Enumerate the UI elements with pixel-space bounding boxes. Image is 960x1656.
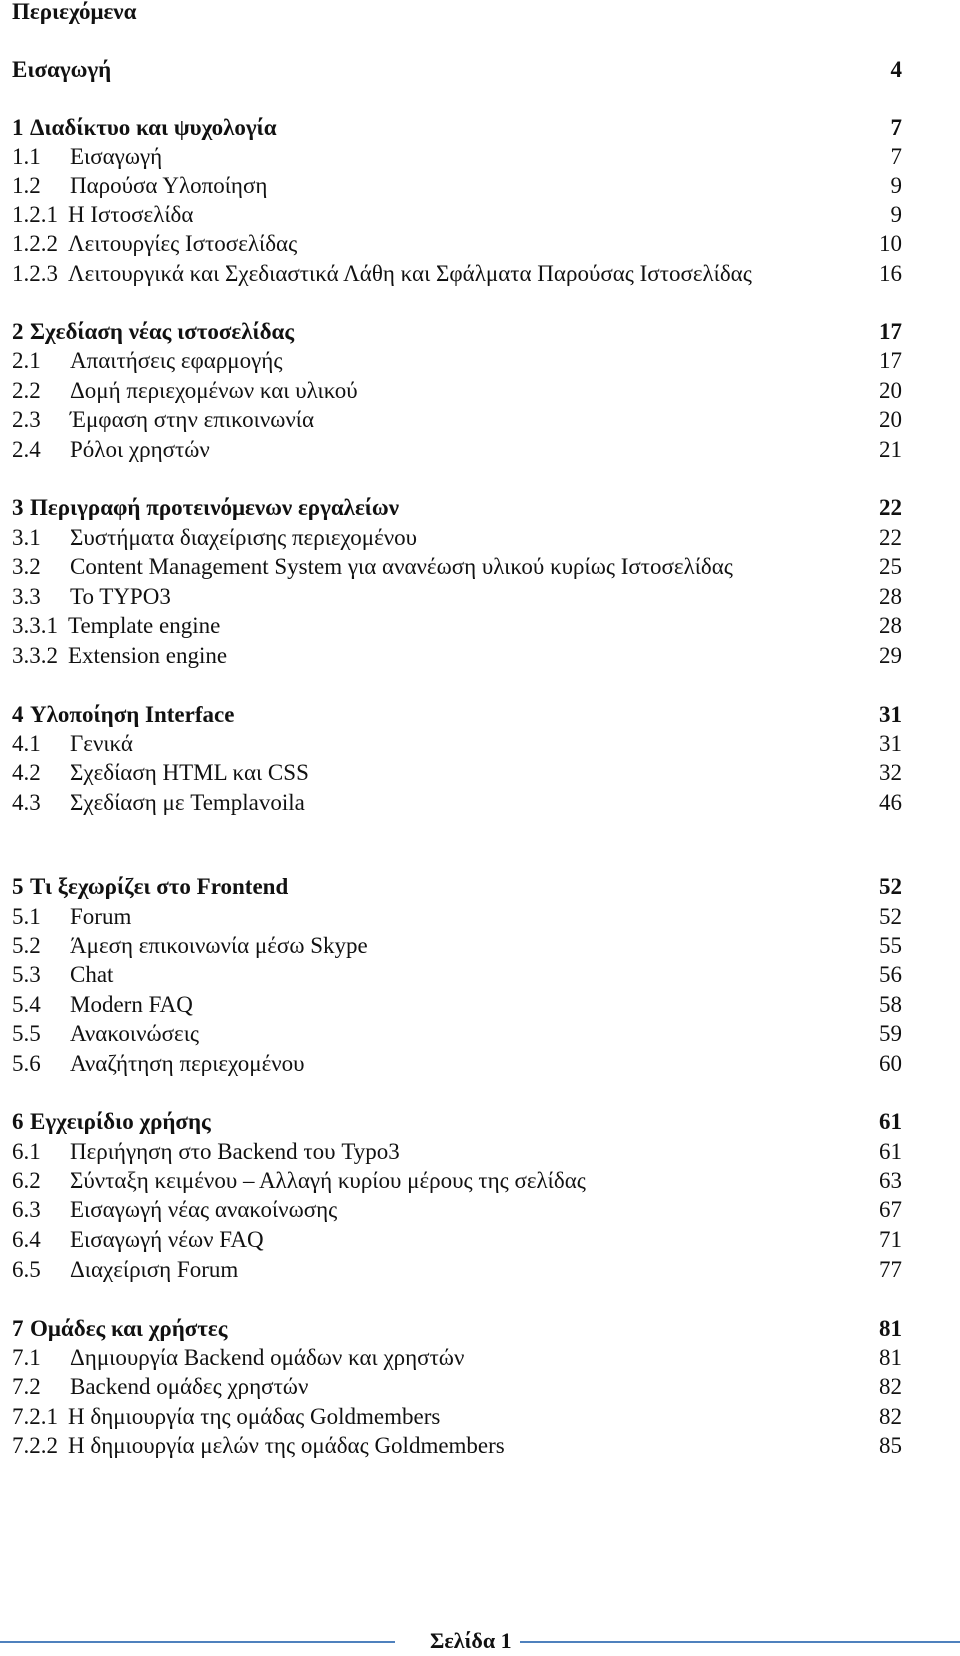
toc-entry-title: Συστήματα διαχείρισης περιεχομένου (70, 525, 418, 550)
toc-entry-number: 6.1 (12, 1139, 41, 1164)
toc-entry-title: Forum (70, 904, 132, 929)
toc-entry-number: 6.3 (12, 1197, 41, 1222)
toc-entry-number: 7.2.1 (12, 1404, 58, 1429)
toc-entry[interactable] (12, 611, 902, 641)
toc-entry-page: 7 (890, 115, 902, 140)
toc-entry-page: 63 (879, 1168, 902, 1193)
toc-entry-page: 61 (879, 1109, 902, 1134)
toc-entry[interactable] (12, 1137, 902, 1167)
toc-entry-number: 5.6 (12, 1051, 41, 1076)
toc-entry[interactable] (12, 1019, 902, 1049)
toc-entry-page: 81 (879, 1316, 902, 1341)
toc-entry-title: Ρόλοι χρηστών (70, 437, 210, 462)
toc-entry[interactable] (12, 582, 902, 612)
toc-entry-number: 1.2.3 (12, 261, 58, 286)
toc-entry-title: Περιγραφή προτεινόμενων εργαλείων (30, 495, 400, 520)
toc-entry-page: 20 (879, 378, 902, 403)
toc-entry[interactable] (12, 1402, 902, 1432)
toc-entry[interactable] (12, 1314, 902, 1344)
toc-entry-title: Σχεδίαση με Templavoila (70, 790, 305, 815)
toc-entry-number: 1.1 (12, 144, 41, 169)
toc-entry-page: 59 (879, 1021, 902, 1046)
toc-entry[interactable] (12, 376, 902, 406)
toc-entry-title: Ανακοινώσεις (70, 1021, 200, 1046)
toc-entry-title: Άμεση επικοινωνία μέσω Skype (70, 933, 368, 958)
toc-entry-page: 28 (879, 613, 902, 638)
toc-entry-title: Εισαγωγή νέας ανακοίνωσης (70, 1197, 338, 1222)
toc-entry-page: 16 (879, 261, 902, 286)
toc-entry-number: 5.2 (12, 933, 41, 958)
toc-entry-page: 77 (879, 1257, 902, 1282)
footer-rule-right (520, 1641, 960, 1643)
toc-entry-number: 6.4 (12, 1227, 41, 1252)
toc-entry-title: Περιήγηση στο Backend του Typo3 (70, 1139, 400, 1164)
toc-entry-title: To TYPO3 (70, 584, 171, 609)
toc-entry-page: 52 (879, 904, 902, 929)
toc-entry-title: Η Ιστοσελίδα (68, 202, 194, 227)
toc-entry-title: Εγχειρίδιο χρήσης (30, 1109, 211, 1134)
toc-entry-number: 6.2 (12, 1168, 41, 1193)
toc-entry[interactable] (12, 55, 902, 85)
toc-entry-page: 61 (879, 1139, 902, 1164)
toc-entry-number: 7.2.2 (12, 1433, 58, 1458)
toc-entry[interactable] (12, 523, 902, 553)
toc-entry-number: 3.2 (12, 554, 41, 579)
toc-entry-title: Απαιτήσεις εφαρμογής (70, 348, 283, 373)
toc-entry-page: 22 (879, 495, 902, 520)
toc-entry[interactable] (12, 700, 902, 730)
toc-entry-number: 4.2 (12, 760, 41, 785)
toc-entry-number: 2 (12, 319, 24, 344)
toc-entry[interactable] (12, 552, 902, 582)
toc-entry[interactable] (12, 1049, 902, 1079)
toc-entry-title: Chat (70, 962, 114, 987)
toc-entry-number: 3 (12, 495, 24, 520)
toc-entry[interactable] (12, 960, 902, 990)
toc-entry[interactable] (12, 1225, 902, 1255)
toc-entry[interactable] (12, 1343, 902, 1373)
toc-entry-page: 22 (879, 525, 902, 550)
toc-entry-page: 9 (890, 202, 902, 227)
toc-entry-page: 60 (879, 1051, 902, 1076)
toc-entry-page: 46 (879, 790, 902, 815)
toc-entry-page: 25 (879, 554, 902, 579)
toc-entry-number: 4.3 (12, 790, 41, 815)
footer-rule-left (0, 1641, 395, 1643)
toc-entry-number: 2.4 (12, 437, 41, 462)
toc-entry[interactable] (12, 142, 902, 172)
toc-entry-number: 6 (12, 1109, 24, 1134)
toc-entry-page: 17 (879, 348, 902, 373)
toc-entry-number: 1 (12, 115, 24, 140)
toc-entry[interactable] (12, 317, 902, 347)
toc-title: Περιεχόμενα (12, 0, 137, 24)
toc-entry-title: Δημιουργία Backend ομάδων και χρηστών (70, 1345, 465, 1370)
toc-entry[interactable] (12, 1255, 902, 1285)
toc-entry-number: Εισαγωγή (12, 57, 112, 82)
toc-entry[interactable] (12, 346, 902, 376)
toc-entry-title: Διαχείριση Forum (70, 1257, 239, 1282)
toc-entry-page: 4 (890, 57, 902, 82)
toc-entry-page: 31 (879, 731, 902, 756)
toc-entry-page: 21 (879, 437, 902, 462)
toc-entry[interactable] (12, 259, 902, 289)
toc-entry-title: Backend ομάδες χρηστών (70, 1374, 309, 1399)
toc-entry-title: Υλοποίηση Interface (30, 702, 235, 727)
toc-entry[interactable] (12, 872, 902, 902)
toc-entry-number: 1.2.2 (12, 231, 58, 256)
toc-entry[interactable] (12, 729, 902, 759)
toc-entry-title: Εισαγωγή (70, 144, 163, 169)
toc-entry-page: 9 (890, 173, 902, 198)
toc-entry-page: 20 (879, 407, 902, 432)
toc-entry-title: Σύνταξη κειμένου – Αλλαγή κυρίου μέρους της σελίδας (70, 1168, 586, 1193)
toc-entry[interactable] (12, 641, 902, 671)
toc-entry-number: 7 (12, 1316, 24, 1341)
toc-entry-number: 2.3 (12, 407, 41, 432)
toc-entry-page: 29 (879, 643, 902, 668)
toc-entry[interactable] (12, 1107, 902, 1137)
toc-entry-number: 7.1 (12, 1345, 41, 1370)
toc-entry-number: 1.2.1 (12, 202, 58, 227)
toc-entry-title: Εισαγωγή νέων FAQ (70, 1227, 264, 1252)
toc-entry-number: 5.4 (12, 992, 41, 1017)
toc-entry-number: 5.5 (12, 1021, 41, 1046)
toc-entry-number: 3.3.1 (12, 613, 58, 638)
toc-entry[interactable] (12, 931, 902, 961)
toc-entry-title: Σχεδίαση νέας ιστοσελίδας (30, 319, 295, 344)
toc-entry-page: 17 (879, 319, 902, 344)
toc-entry-title: Αναζήτηση περιεχομένου (70, 1051, 305, 1076)
toc-entry-page: 85 (879, 1433, 902, 1458)
toc-entry-title: Έμφαση στην επικοινωνία (70, 407, 315, 432)
toc-entry-number: 2.2 (12, 378, 41, 403)
toc-entry[interactable] (12, 902, 902, 932)
toc-entry-page: 81 (879, 1345, 902, 1370)
toc-entry-number: 4.1 (12, 731, 41, 756)
toc-entry[interactable] (12, 1431, 902, 1461)
toc-entry-title: Σχεδίαση HTML και CSS (70, 760, 309, 785)
toc-entry[interactable] (12, 435, 902, 465)
page-footer-label: Σελίδα 1 (430, 1628, 512, 1653)
toc-entry-page: 7 (890, 144, 902, 169)
toc-entry[interactable] (12, 1372, 902, 1402)
toc-entry-number: 3.3 (12, 584, 41, 609)
toc-entry[interactable] (12, 405, 902, 435)
toc-entry[interactable] (12, 1195, 902, 1225)
toc-entry[interactable] (12, 1166, 902, 1196)
toc-entry-number: 5 (12, 874, 24, 899)
toc-entry-number: 1.2 (12, 173, 41, 198)
toc-entry-number: 5.3 (12, 962, 41, 987)
toc-entry-number: 3.1 (12, 525, 41, 550)
toc-entry-page: 55 (879, 933, 902, 958)
toc-entry-title: Διαδίκτυο και ψυχολογία (30, 115, 277, 140)
toc-entry-title: Η δημιουργία μελών της ομάδας Goldmembers (68, 1433, 505, 1458)
toc-entry-title: Modern FAQ (70, 992, 193, 1017)
toc-entry-page: 32 (879, 760, 902, 785)
toc-entry-title: Content Management System για ανανέωση υλικού κυρίως Ιστοσελίδας (70, 554, 733, 579)
toc-entry[interactable] (12, 493, 902, 523)
toc-entry-number: 5.1 (12, 904, 41, 929)
toc-entry-number: 6.5 (12, 1257, 41, 1282)
toc-entry-page: 56 (879, 962, 902, 987)
toc-entry[interactable] (12, 113, 902, 143)
toc-entry-title: Λειτουργίες Ιστοσελίδας (68, 231, 298, 256)
toc-entry-title: Δομή περιεχομένων και υλικού (70, 378, 358, 403)
toc-entry-page: 67 (879, 1197, 902, 1222)
toc-entry-title: Λειτουργικά και Σχεδιαστικά Λάθη και Σφάλματα Παρούσας Ιστοσελίδας (68, 261, 752, 286)
toc-entry[interactable] (12, 171, 902, 201)
toc-entry-title: Extension engine (68, 643, 228, 668)
toc-entry[interactable] (12, 990, 902, 1020)
toc-entry-page: 10 (879, 231, 902, 256)
toc-entry[interactable] (12, 200, 902, 230)
toc-entry[interactable] (12, 758, 902, 788)
toc-entry-title: Template engine (68, 613, 221, 638)
toc-entry-page: 52 (879, 874, 902, 899)
toc-entry-title: Τι ξεχωρίζει στο Frontend (30, 874, 289, 899)
toc-entry-number: 7.2 (12, 1374, 41, 1399)
toc-entry-page: 28 (879, 584, 902, 609)
toc-entry[interactable] (12, 788, 902, 818)
toc-entry-page: 82 (879, 1404, 902, 1429)
toc-entry-number: 4 (12, 702, 24, 727)
toc-entry[interactable] (12, 229, 902, 259)
toc-entry-page: 58 (879, 992, 902, 1017)
toc-entry-number: 3.3.2 (12, 643, 58, 668)
toc-entry-page: 82 (879, 1374, 902, 1399)
toc-entry-title: Η δημιουργία της ομάδας Goldmembers (68, 1404, 441, 1429)
toc-entry-page: 31 (879, 702, 902, 727)
toc-entry-title: Ομάδες και χρήστες (30, 1316, 228, 1341)
toc-entry-title: Γενικά (70, 731, 133, 756)
toc-entry-title: Παρούσα Υλοποίηση (70, 173, 268, 198)
toc-entry-number: 2.1 (12, 348, 41, 373)
toc-entry-page: 71 (879, 1227, 902, 1252)
